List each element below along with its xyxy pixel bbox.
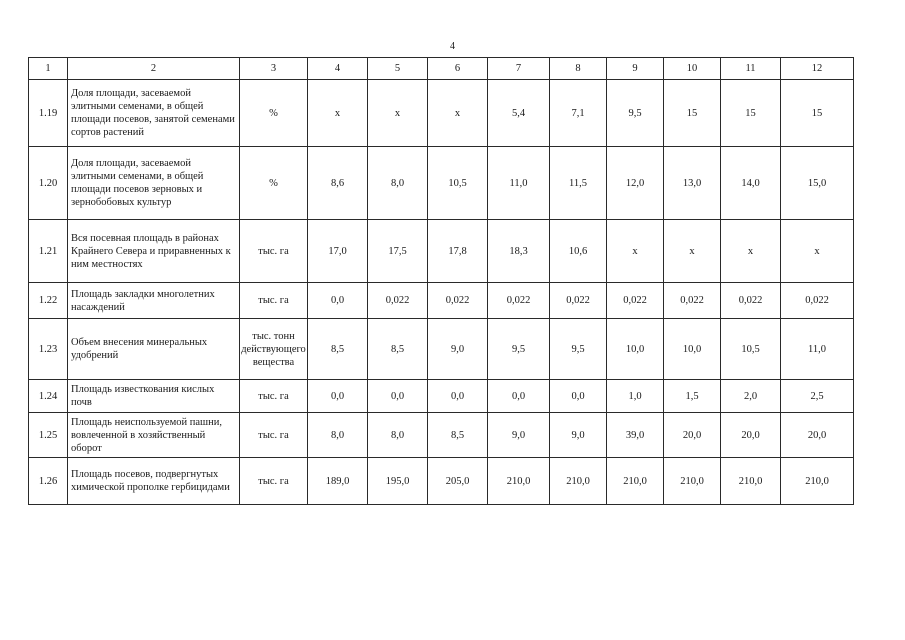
indicator-name: Площадь закладки многолетних насаждений [68,283,240,319]
value-cell: 15 [721,80,781,147]
value-cell: 12,0 [607,147,664,220]
value-cell: 205,0 [428,458,488,505]
page-number: 4 [450,41,455,52]
value-cell: 210,0 [664,458,721,505]
indicator-name: Вся посевная площадь в районах Крайнего Севера и приравненных к ним местностях [68,220,240,283]
column-header: 2 [68,58,240,80]
value-cell: х [721,220,781,283]
value-cell: 0,022 [721,283,781,319]
unit-cell: тыс. тонн действующего вещества [240,319,308,380]
column-header: 7 [488,58,550,80]
value-cell: 15 [781,80,854,147]
indicator-name: Доля площади, засеваемой элитными семенами, в общей площади посевов, занятой семенами сортов растений [68,80,240,147]
value-cell: 0,022 [428,283,488,319]
value-cell: х [428,80,488,147]
value-cell: х [368,80,428,147]
value-cell: 0,0 [308,283,368,319]
value-cell: 8,0 [368,413,428,458]
value-cell: 210,0 [607,458,664,505]
value-cell: 9,5 [607,80,664,147]
value-cell: 14,0 [721,147,781,220]
value-cell: 10,0 [664,319,721,380]
value-cell: 8,6 [308,147,368,220]
column-header: 1 [29,58,68,80]
indicator-name: Доля площади, засеваемой элитными семенами, в общей площади посевов зерновых и зернобобовых культур [68,147,240,220]
row-number: 1.25 [29,413,68,458]
column-header: 4 [308,58,368,80]
indicators-table [28,57,854,505]
column-header: 12 [781,58,854,80]
column-header: 11 [721,58,781,80]
value-cell: 10,5 [428,147,488,220]
value-cell: 0,0 [308,380,368,413]
value-cell: 0,0 [550,380,607,413]
table-row [29,458,854,505]
value-cell: х [308,80,368,147]
value-cell: 0,022 [550,283,607,319]
column-header: 10 [664,58,721,80]
row-number: 1.24 [29,380,68,413]
indicator-name: Объем внесения минеральных удобрений [68,319,240,380]
table-body [29,80,854,505]
table-row [29,413,854,458]
value-cell: 210,0 [781,458,854,505]
value-cell: 0,0 [368,380,428,413]
value-cell: 9,5 [488,319,550,380]
value-cell: 2,0 [721,380,781,413]
table-row [29,220,854,283]
indicator-name: Площадь неиспользуемой пашни, вовлеченной в хозяйственный оборот [68,413,240,458]
value-cell: 8,0 [368,147,428,220]
table-row [29,147,854,220]
unit-cell: тыс. га [240,220,308,283]
header-row [29,58,854,80]
value-cell: 1,5 [664,380,721,413]
value-cell: 11,5 [550,147,607,220]
unit-cell: тыс. га [240,380,308,413]
value-cell: 8,0 [308,413,368,458]
value-cell: 8,5 [308,319,368,380]
unit-cell: тыс. га [240,413,308,458]
value-cell: 9,0 [488,413,550,458]
value-cell: х [607,220,664,283]
table-row [29,283,854,319]
value-cell: 8,5 [428,413,488,458]
column-header: 3 [240,58,308,80]
value-cell: 0,022 [781,283,854,319]
value-cell: 10,5 [721,319,781,380]
column-header: 8 [550,58,607,80]
value-cell: 9,0 [428,319,488,380]
unit-cell: % [240,147,308,220]
value-cell: 17,8 [428,220,488,283]
table-row [29,80,854,147]
value-cell: 20,0 [781,413,854,458]
table-row [29,380,854,413]
value-cell: 0,0 [428,380,488,413]
column-header: 5 [368,58,428,80]
value-cell: 20,0 [721,413,781,458]
row-number: 1.26 [29,458,68,505]
value-cell: 11,0 [781,319,854,380]
value-cell: 210,0 [550,458,607,505]
value-cell: 17,5 [368,220,428,283]
indicator-name: Площадь известкования кислых почв [68,380,240,413]
value-cell: 195,0 [368,458,428,505]
value-cell: х [781,220,854,283]
value-cell: 20,0 [664,413,721,458]
value-cell: 210,0 [488,458,550,505]
value-cell: 18,3 [488,220,550,283]
value-cell: 13,0 [664,147,721,220]
table-row [29,319,854,380]
indicator-name: Площадь посевов, подвергнутых химической прополке гербицидами [68,458,240,505]
row-number: 1.21 [29,220,68,283]
value-cell: 15 [664,80,721,147]
value-cell: 0,022 [368,283,428,319]
value-cell: 5,4 [488,80,550,147]
value-cell: 0,0 [488,380,550,413]
value-cell: х [664,220,721,283]
value-cell: 10,6 [550,220,607,283]
value-cell: 1,0 [607,380,664,413]
row-number: 1.20 [29,147,68,220]
value-cell: 10,0 [607,319,664,380]
row-number: 1.19 [29,80,68,147]
value-cell: 0,022 [488,283,550,319]
row-number: 1.22 [29,283,68,319]
value-cell: 7,1 [550,80,607,147]
value-cell: 0,022 [664,283,721,319]
value-cell: 15,0 [781,147,854,220]
column-header: 9 [607,58,664,80]
value-cell: 8,5 [368,319,428,380]
unit-cell: тыс. га [240,283,308,319]
value-cell: 39,0 [607,413,664,458]
value-cell: 17,0 [308,220,368,283]
value-cell: 9,0 [550,413,607,458]
unit-cell: тыс. га [240,458,308,505]
row-number: 1.23 [29,319,68,380]
value-cell: 11,0 [488,147,550,220]
value-cell: 2,5 [781,380,854,413]
value-cell: 210,0 [721,458,781,505]
column-header: 6 [428,58,488,80]
value-cell: 189,0 [308,458,368,505]
value-cell: 0,022 [607,283,664,319]
value-cell: 9,5 [550,319,607,380]
unit-cell: % [240,80,308,147]
